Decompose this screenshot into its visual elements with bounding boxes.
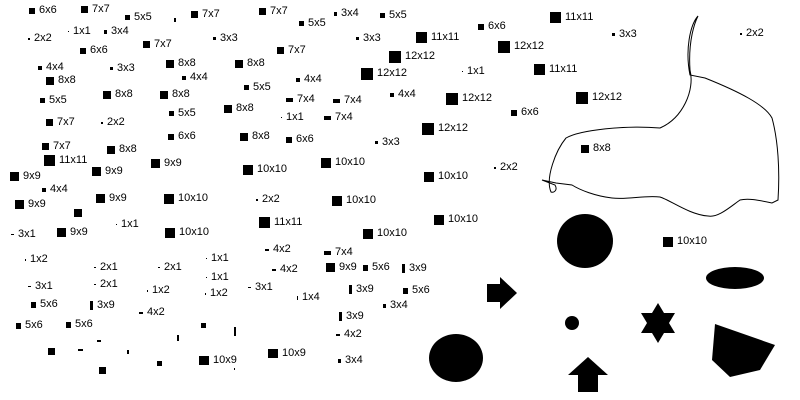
marker-square (383, 304, 386, 308)
small-dot (565, 316, 579, 330)
stray-mark (234, 368, 235, 370)
marker-label: 2x2 (107, 116, 125, 128)
marker-label: 7x7 (202, 8, 220, 20)
marker-square (326, 263, 335, 272)
marker-label: 8x8 (178, 57, 196, 69)
marker-square (90, 301, 93, 310)
marker-square (550, 12, 561, 23)
marker-square (349, 285, 352, 294)
marker-label: 2x1 (100, 278, 118, 290)
marker-label: 3x4 (111, 25, 129, 37)
marker-label: 10x9 (282, 347, 306, 359)
marker-label: 10x10 (346, 194, 376, 206)
marker-square (339, 312, 342, 321)
marker-label: 3x3 (619, 28, 637, 40)
marker-square (224, 105, 232, 113)
marker-label: 2x1 (100, 261, 118, 273)
marker-label: 9x9 (70, 226, 88, 238)
marker-label: 3x1 (35, 280, 53, 292)
marker-label: 10x10 (677, 235, 707, 247)
marker-label: 8x8 (119, 143, 137, 155)
marker-square (31, 302, 36, 308)
marker-label: 6x6 (521, 106, 539, 118)
marker-label: 1x1 (211, 252, 229, 264)
stray-mark (157, 361, 162, 366)
stray-mark (174, 18, 176, 22)
stray-mark (74, 209, 82, 217)
marker-square (68, 31, 69, 32)
marker-label: 5x6 (372, 261, 390, 273)
marker-square (534, 64, 545, 75)
six-point-star (641, 303, 675, 343)
marker-label: 10x10 (335, 156, 365, 168)
marker-square (15, 200, 24, 209)
horizontal-ellipse (706, 267, 764, 289)
marker-label: 12x12 (377, 67, 407, 79)
marker-label: 3x1 (18, 228, 36, 240)
marker-square (116, 224, 117, 225)
marker-label: 4x2 (147, 306, 165, 318)
marker-label: 8x8 (236, 102, 254, 114)
marker-label: 8x8 (58, 74, 76, 86)
marker-square (740, 33, 742, 35)
marker-square (11, 234, 14, 235)
marker-label: 1x4 (302, 291, 320, 303)
marker-label: 11x11 (565, 11, 594, 23)
marker-square (297, 296, 298, 300)
marker-label: 5x6 (75, 318, 93, 330)
marker-square (147, 290, 148, 292)
marker-square (286, 98, 293, 102)
pentagon (712, 324, 775, 377)
marker-label: 10x10 (448, 213, 478, 225)
marker-label: 7x7 (53, 140, 71, 152)
marker-label: 4x2 (280, 263, 298, 275)
marker-square (422, 123, 434, 135)
marker-label: 9x9 (23, 170, 41, 182)
marker-square (299, 21, 304, 26)
marker-label: 4x4 (304, 73, 322, 85)
marker-square (281, 117, 282, 118)
marker-label: 9x9 (109, 192, 127, 204)
marker-label: 10x9 (213, 354, 237, 366)
up-arrow (568, 357, 608, 392)
marker-label: 5x5 (253, 81, 271, 93)
marker-label: 1x1 (211, 271, 229, 283)
marker-label: 1x1 (121, 218, 139, 230)
marker-label: 2x2 (34, 32, 52, 44)
marker-label: 7x4 (335, 246, 353, 258)
marker-square (213, 37, 216, 40)
marker-square (169, 111, 174, 116)
marker-label: 5x6 (412, 284, 430, 296)
stray-mark (99, 367, 106, 374)
marker-square (375, 141, 378, 144)
marker-label: 11x11 (59, 154, 88, 166)
marker-label: 7x4 (335, 111, 353, 123)
marker-square (390, 93, 394, 97)
marker-square (168, 134, 174, 140)
marker-square (321, 158, 331, 168)
marker-label: 5x5 (389, 9, 407, 21)
marker-label: 11x11 (274, 216, 303, 228)
marker-square (92, 167, 101, 176)
marker-square (25, 259, 26, 261)
marker-square (94, 284, 96, 285)
marker-square (265, 249, 269, 251)
marker-label: 7x4 (297, 93, 315, 105)
marker-label: 12x12 (405, 50, 435, 62)
marker-label: 2x2 (746, 27, 764, 39)
marker-square (110, 67, 113, 70)
marker-label: 7x4 (344, 94, 362, 106)
marker-square (57, 228, 66, 237)
marker-label: 3x9 (356, 283, 374, 295)
marker-label: 12x12 (592, 91, 622, 103)
marker-square (80, 48, 86, 54)
marker-label: 4x4 (190, 71, 208, 83)
marker-label: 10x10 (377, 227, 407, 239)
marker-label: 9x9 (164, 157, 182, 169)
marker-square (46, 77, 54, 85)
marker-label: 10x10 (257, 163, 287, 175)
marker-square (164, 194, 174, 204)
marker-label: 3x9 (346, 310, 364, 322)
marker-square (333, 99, 340, 103)
marker-label: 10x10 (179, 226, 209, 238)
marker-label: 4x2 (344, 328, 362, 340)
marker-square (81, 6, 88, 13)
marker-label: 5x5 (49, 94, 67, 106)
marker-square (363, 229, 373, 239)
marker-square (191, 11, 198, 18)
marker-label: 9x9 (105, 165, 123, 177)
marker-square (158, 267, 160, 268)
marker-square (166, 60, 174, 68)
marker-label: 8x8 (252, 130, 270, 142)
marker-square (424, 172, 434, 182)
marker-square (46, 119, 53, 126)
marker-label: 3x4 (341, 7, 359, 19)
marker-square (139, 312, 143, 314)
marker-square (494, 167, 496, 169)
outline-region (542, 16, 779, 216)
marker-label: 9x9 (339, 261, 357, 273)
marker-label: 8x8 (115, 88, 133, 100)
marker-square (107, 146, 115, 154)
marker-square (199, 356, 209, 365)
marker-square (29, 8, 35, 14)
marker-label: 3x3 (363, 32, 381, 44)
stray-mark (48, 348, 55, 355)
marker-square (103, 91, 111, 99)
marker-label: 5x6 (40, 298, 58, 310)
marker-label: 4x4 (50, 183, 68, 195)
marker-square (259, 217, 270, 228)
marker-square (10, 172, 19, 181)
marker-square (332, 196, 342, 206)
marker-square (101, 122, 103, 124)
marker-label: 4x4 (46, 61, 64, 73)
marker-label: 5x5 (308, 17, 326, 29)
marker-label: 12x12 (462, 92, 492, 104)
marker-square (44, 155, 55, 166)
marker-square (277, 47, 284, 54)
marker-square (182, 76, 186, 80)
marker-square (361, 68, 373, 80)
marker-square (206, 277, 207, 278)
marker-square (478, 24, 484, 30)
marker-label: 4x2 (273, 243, 291, 255)
marker-square (581, 145, 589, 153)
marker-label: 5x6 (25, 319, 43, 331)
marker-square (160, 91, 168, 99)
marker-square (42, 143, 49, 150)
marker-label: 3x4 (390, 299, 408, 311)
marker-square (94, 267, 96, 268)
marker-square (434, 215, 444, 225)
marker-square (243, 165, 253, 175)
marker-square (240, 133, 248, 141)
marker-square (663, 237, 673, 247)
marker-square (28, 286, 31, 287)
marker-square (28, 38, 30, 40)
marker-label: 2x2 (500, 161, 518, 173)
marker-square (338, 359, 341, 363)
marker-square (380, 13, 385, 18)
marker-square (165, 228, 175, 238)
marker-label: 4x4 (398, 88, 416, 100)
marker-label: 5x5 (178, 107, 196, 119)
marker-square (235, 60, 243, 68)
marker-label: 7x7 (57, 116, 75, 128)
marker-square (244, 85, 249, 90)
marker-label: 3x3 (220, 32, 238, 44)
marker-label: 8x8 (247, 57, 265, 69)
marker-square (16, 323, 21, 329)
marker-square (272, 269, 276, 271)
marker-square (259, 8, 266, 15)
marker-square (268, 349, 278, 358)
marker-label: 3x1 (255, 281, 273, 293)
vertical-ellipse (429, 334, 483, 382)
marker-square (96, 194, 105, 203)
marker-label: 12x12 (514, 40, 544, 52)
marker-square (205, 293, 206, 295)
marker-label: 3x9 (97, 299, 115, 311)
marker-label: 1x1 (286, 111, 304, 123)
marker-square (125, 15, 130, 20)
marker-square (389, 51, 401, 63)
marker-square (403, 288, 408, 294)
marker-label: 7x7 (270, 5, 288, 17)
marker-square (498, 41, 510, 53)
marker-square (576, 92, 588, 104)
marker-label: 6x6 (39, 4, 57, 16)
marker-label: 1x1 (467, 65, 485, 77)
marker-square (336, 334, 340, 336)
stray-mark (177, 335, 179, 341)
marker-square (324, 251, 331, 255)
right-arrow (487, 277, 517, 309)
marker-label: 3x4 (345, 354, 363, 366)
marker-label: 1x1 (73, 25, 91, 37)
marker-square (356, 37, 359, 40)
marker-label: 7x7 (288, 44, 306, 56)
marker-square (256, 199, 258, 201)
marker-label: 3x3 (117, 62, 135, 74)
marker-square (363, 265, 368, 271)
marker-square (402, 264, 405, 273)
marker-square (151, 159, 160, 168)
marker-label: 8x8 (593, 142, 611, 154)
marker-label: 10x10 (438, 170, 468, 182)
marker-label: 5x5 (134, 11, 152, 23)
marker-label: 6x6 (296, 133, 314, 145)
marker-square (511, 110, 517, 116)
marker-label: 10x10 (178, 192, 208, 204)
marker-label: 1x2 (152, 284, 170, 296)
marker-square (324, 116, 331, 120)
stray-mark (97, 340, 101, 342)
stray-mark (127, 350, 129, 354)
marker-label: 1x2 (210, 287, 228, 299)
marker-label: 3x3 (382, 136, 400, 148)
marker-square (446, 93, 458, 105)
marker-label: 2x1 (164, 261, 182, 273)
large-circle (557, 214, 613, 268)
marker-label: 7x7 (154, 38, 172, 50)
marker-square (104, 30, 107, 34)
stray-mark (234, 327, 236, 336)
marker-label: 6x6 (178, 130, 196, 142)
marker-square (143, 41, 150, 48)
marker-square (248, 287, 251, 288)
marker-square (286, 137, 292, 143)
stray-mark (78, 349, 83, 351)
marker-square (416, 32, 427, 43)
marker-label: 3x9 (409, 262, 427, 274)
marker-label: 11x11 (431, 31, 460, 43)
marker-square (66, 322, 71, 328)
marker-label: 11x11 (549, 63, 578, 75)
marker-square (42, 188, 46, 192)
marker-square (40, 98, 45, 103)
marker-square (334, 12, 337, 16)
marker-square (612, 33, 615, 36)
marker-label: 7x7 (92, 3, 110, 15)
marker-label: 6x6 (90, 44, 108, 56)
marker-square (206, 258, 207, 259)
marker-label: 2x2 (262, 193, 280, 205)
marker-square (462, 71, 463, 72)
marker-label: 12x12 (438, 122, 468, 134)
marker-square (296, 78, 300, 82)
marker-label: 9x9 (28, 198, 46, 210)
marker-label: 1x2 (30, 253, 48, 265)
marker-label: 8x8 (172, 88, 190, 100)
marker-square (38, 66, 42, 70)
stray-mark (201, 323, 206, 328)
marker-label: 6x6 (488, 20, 506, 32)
